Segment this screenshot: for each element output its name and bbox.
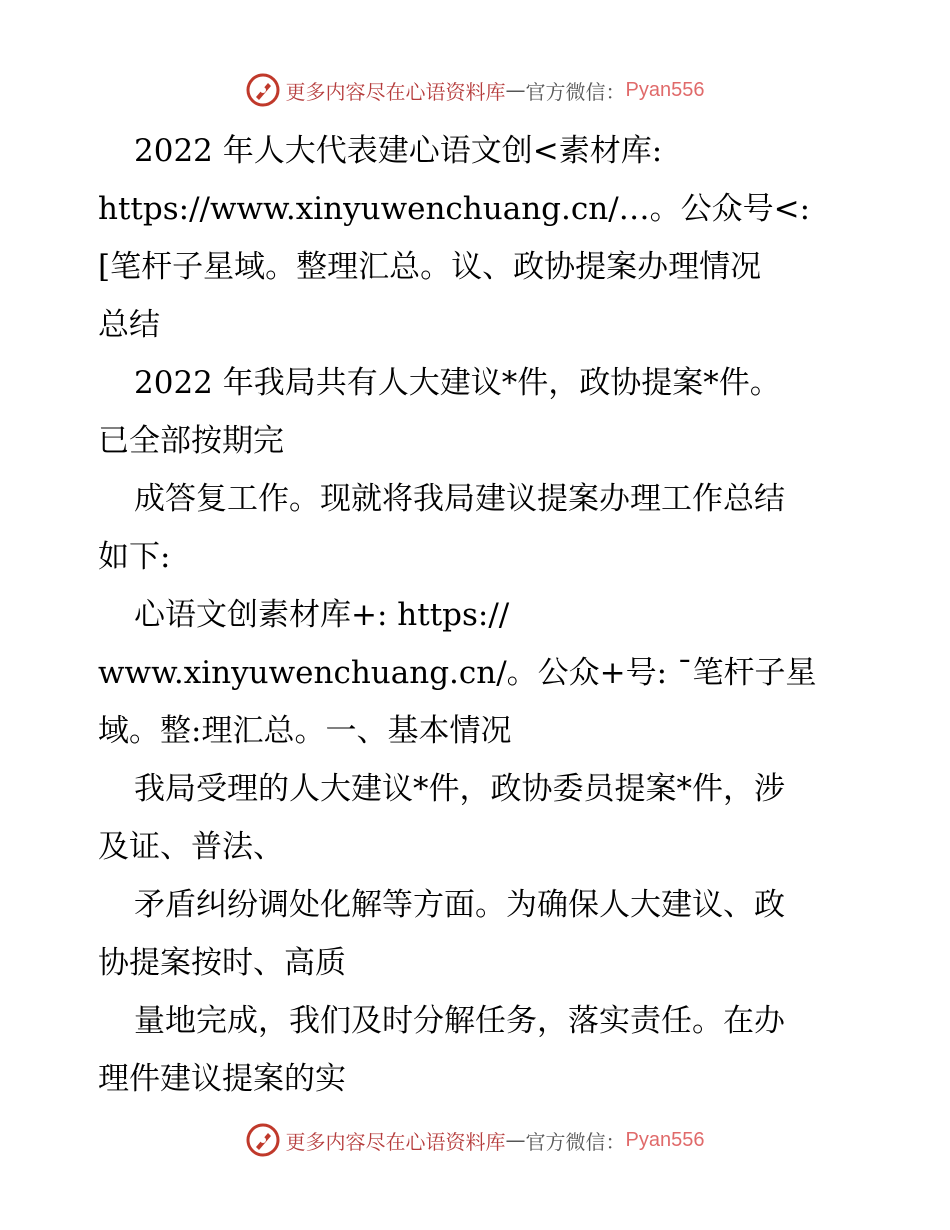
text-line: 协提案按时、高质: [98, 945, 346, 981]
header-wechat-id: Pyan556: [625, 78, 705, 101]
header-dash: —: [505, 78, 526, 102]
footer-wechat-id: Pyan556: [625, 1128, 705, 1151]
text-line: 2022 年人大代表建心语文创<素材库:: [134, 133, 663, 169]
header-slogan: 更多内容尽在心语资料库: [285, 79, 506, 104]
text-line: 心语文创素材库+: https://: [134, 597, 510, 633]
text-line: 矛盾纠纷调处化解等方面。为确保人大建议、政: [134, 887, 785, 923]
text-line: www.xinyuwenchuang.cn/。公众+号: ¯笔杆子星: [98, 655, 817, 691]
body-text: [98, 122, 858, 1108]
text-line: 2022 年我局共有人大建议*件，政协提案*件。: [134, 365, 781, 401]
text-line: 域。整:理汇总。一、基本情况: [98, 713, 512, 749]
text-line: 量地完成，我们及时分解任务，落实责任。在办: [134, 1003, 785, 1039]
text-line: 总结: [98, 307, 160, 343]
footer-banner: [0, 1120, 950, 1160]
footer-official-label: 官方微信：: [525, 1129, 626, 1154]
footer-dash: —: [505, 1128, 526, 1152]
text-line: https://www.xinyuwenchuang.cn/…。公众号<:: [98, 191, 811, 227]
header-banner: [0, 70, 950, 110]
text-line: 及证、普法、: [98, 829, 284, 865]
text-line: 如下:: [98, 539, 171, 575]
pen-logo-icon: [246, 73, 280, 107]
header-official-label: 官方微信：: [525, 79, 626, 104]
footer-slogan: 更多内容尽在心语资料库: [285, 1129, 506, 1154]
text-line: 已全部按期完: [98, 423, 284, 459]
text-line: 我局受理的人大建议*件，政协委员提案*件，涉: [134, 771, 785, 807]
text-line: 成答复工作。现就将我局建议提案办理工作总结: [134, 481, 785, 517]
text-line: [笔杆子星域。整理汇总。议、政协提案办理情况: [98, 249, 762, 285]
text-line: 理件建议提案的实: [98, 1061, 346, 1097]
pen-logo-icon: [246, 1123, 280, 1157]
